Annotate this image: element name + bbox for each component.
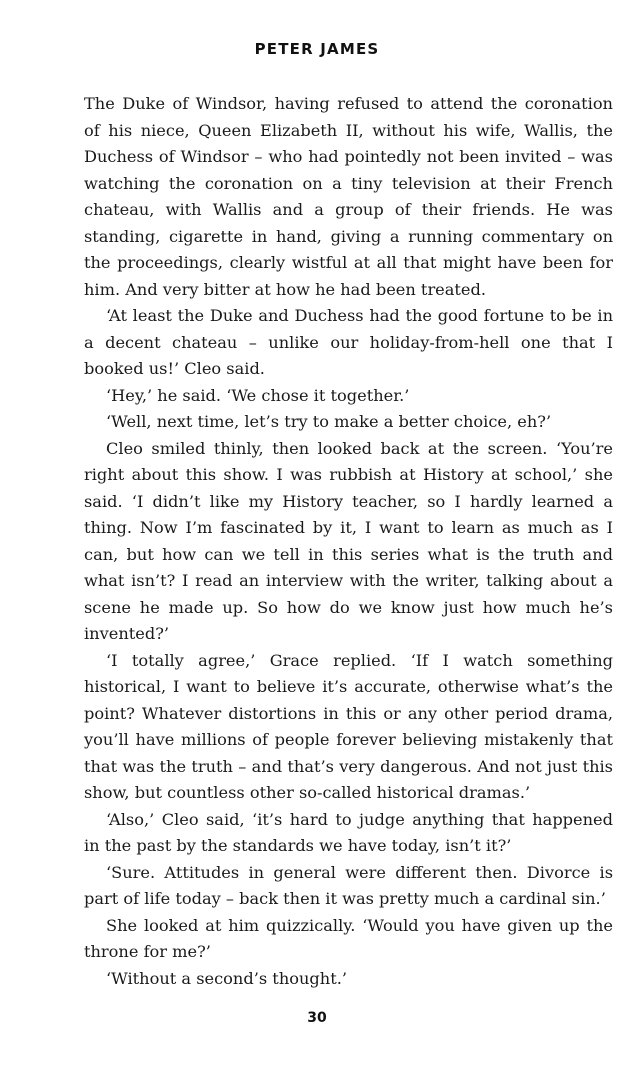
paragraph: ‘Well, next time, let’s try to make a better choice, eh?’ <box>106 412 552 431</box>
paragraph: ‘Hey,’ he said. ‘We chose it together.’ <box>106 385 410 405</box>
paragraph: ‘Also,’ Cleo said, ‘it’s hard to judge anything that happened in the past by the standards we have today, isn’t it?’ <box>84 809 613 855</box>
paragraph: ‘Sure. Attitudes in general were different then. Divorce is part of life today – back then it was pretty much a cardinal sin.’ <box>84 862 613 908</box>
paragraph: ‘Without a second’s thought.’ <box>106 968 347 988</box>
page-number: 30 <box>307 1010 327 1026</box>
body-text <box>84 91 613 992</box>
paragraph: She looked at him quizzically. ‘Would you have given up the throne for me?’ <box>84 915 613 961</box>
paragraph: The Duke of Windsor, having refused to attend the coronation of his niece, Queen Elizabeth II, without his wife, Wallis, the Duchess of Windsor – who had pointedly not been invited – was watching the coronation on a tiny television at their French chateau, with Wallis and a group of their friends. He was standing, cigarette in hand, giving a running commentary on the proceedings, clearly wistful at all that might have been for him. And very bitter at how he had been treated. <box>84 94 613 299</box>
paragraph: ‘I totally agree,’ Grace replied. ‘If I watch something historical, I want to believe it’s accurate, otherwise what’s the point? Whatever distortions in this or any other period drama, you’ll have millions of people forever believing mistakenly that that was the truth – and that’s very dangerous. And not just this show, but countless other so-called historical dramas.’ <box>84 650 613 802</box>
paragraph: ‘At least the Duke and Duchess had the good fortune to be in a decent chateau – unlike our holiday-from-hell one that I booked us!’ Cleo said. <box>84 306 613 378</box>
running-head: PETER JAMES <box>254 40 380 58</box>
paragraph: Cleo smiled thinly, then looked back at the screen. ‘You’re right about this show. I was rubbish at History at school,’ she said. ‘I didn’t like my History teacher, so I hardly learned a thing. Now I’m fascinated by it, I want to learn as much as I can, but how can we tell in this series what is the truth and what isn’t? I read an interview with the writer, talking about a scene he made up. So how do we know just how much he’s invented?’ <box>84 438 613 643</box>
